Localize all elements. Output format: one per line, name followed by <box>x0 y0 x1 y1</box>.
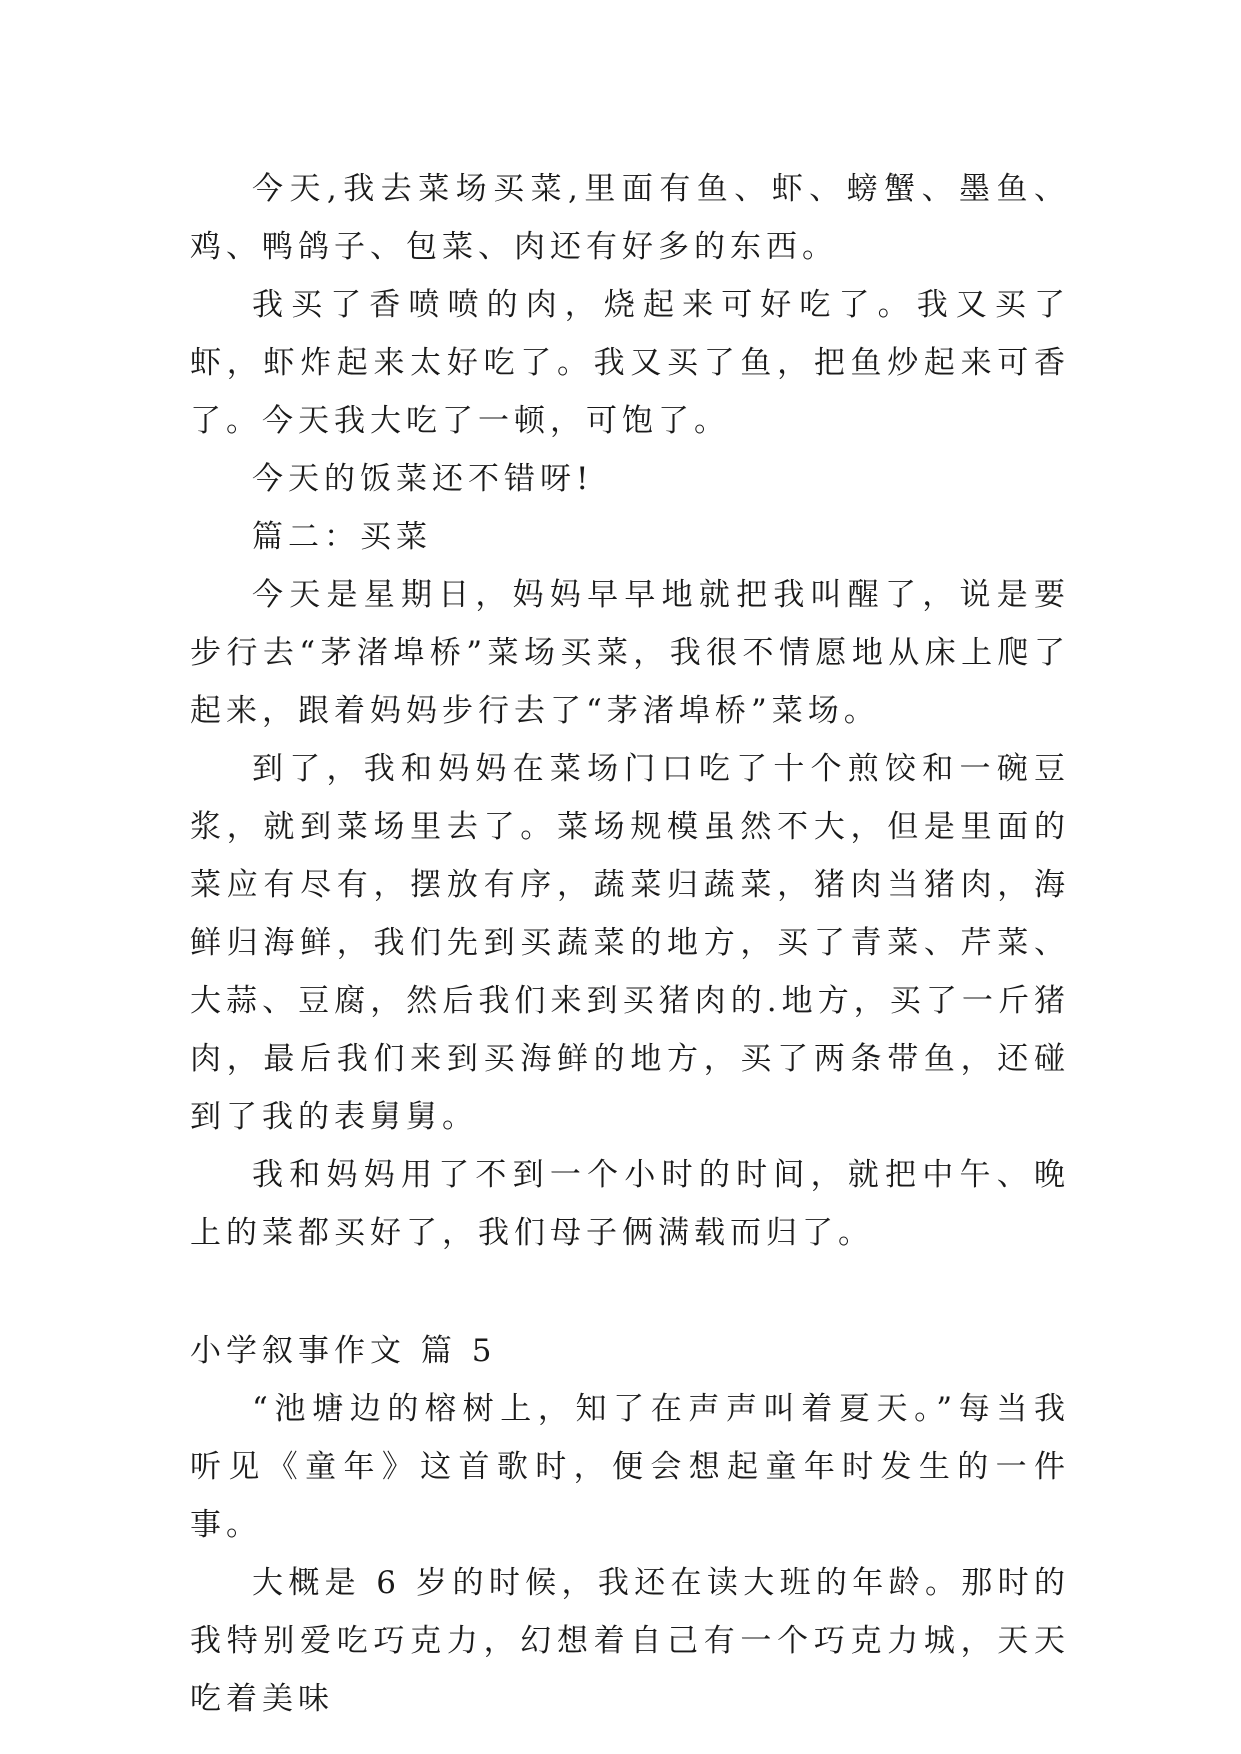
paragraph: 今天是星期日，妈妈早早地就把我叫醒了，说是要步行去“茅渚埠桥”菜场买菜，我很不情愿地从床上爬了起来，跟着妈妈步行去了“茅渚埠桥”菜场。 <box>190 577 1070 729</box>
paragraph: 我买了香喷喷的肉，烧起来可好吃了。我又买了虾，虾炸起来太好吃了。我又买了鱼，把鱼炒起来可香了。今天我大吃了一顿，可饱了。 <box>190 287 1070 439</box>
paragraph: 我和妈妈用了不到一个小时的时间，就把中午、晚上的菜都买好了，我们母子俩满载而归了。 <box>190 1157 1070 1251</box>
paragraph: 今天的饭菜还不错呀! <box>252 461 594 497</box>
paragraph: 今天,我去菜场买菜,里面有鱼、虾、螃蟹、墨鱼、鸡、鸭鸽子、包菜、肉还有好多的东西。 <box>190 171 1070 265</box>
section-gap <box>190 1262 1070 1322</box>
paragraph: “池塘边的榕树上，知了在声声叫着夏天。”每当我听见《童年》这首歌时，便会想起童年时发生的一件事。 <box>190 1391 1070 1543</box>
paragraph: 大概是 6 岁的时候，我还在读大班的年龄。那时的我特别爱吃巧克力，幻想着自己有一个巧克力城，天天吃着美味 <box>190 1565 1070 1717</box>
document-body <box>190 160 1070 1728</box>
subheading: 篇二：买菜 <box>252 519 432 555</box>
section-heading: 小学叙事作文 篇 5 <box>190 1333 497 1369</box>
paragraph: 到了，我和妈妈在菜场门口吃了十个煎饺和一碗豆浆，就到菜场里去了。菜场规模虽然不大，但是里面的菜应有尽有，摆放有序，蔬菜归蔬菜，猪肉当猪肉，海鲜归海鲜，我们先到买蔬菜的地方，买了青菜、芹菜、大蒜、豆腐，然后我们来到买猪肉的.地方，买了一斤猪肉，最后我们来到买海鲜的地方，买了两条带鱼，还碰到了我的表舅舅。 <box>190 751 1070 1135</box>
